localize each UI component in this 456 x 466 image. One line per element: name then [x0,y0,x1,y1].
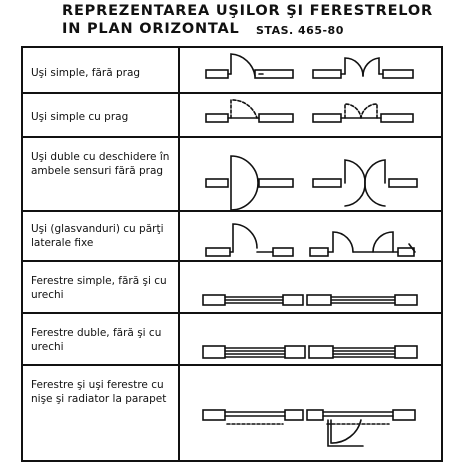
symbol-swing-door-double [313,160,417,206]
symbol-double-door-small [313,58,413,78]
symbol-door-threshold [206,100,293,122]
symbol-simple-window [203,295,303,305]
title-line-2: IN PLAN ORIZONTAL [62,21,240,37]
symbol-glazed-door [206,224,293,256]
symbol-swing-door-single [206,156,293,210]
symbol-double-window [203,346,305,358]
row-label-windows-niches: Ferestre şi uşi ferestre cu nişe şi radiator la parapet [31,379,167,405]
row-label-glazed-doors: Uşi (glasvanduri) cu părţi laterale fixe [31,223,164,249]
symbol-double-door-threshold [313,104,413,122]
row-label-simple-windows: Ferestre simple, fără şi cu urechi [31,275,167,301]
symbol-door-window-radiator [307,410,415,446]
row-label-simple-doors-threshold: Uşi simple cu prag [31,111,129,123]
row-label-simple-doors: Uşi simple, fără prag [31,67,141,79]
title-line-1: REPREZENTAREA UŞILOR ŞI FERESTRELOR [62,3,433,19]
symbol-window-niche [203,410,303,424]
symbol-drawings [23,48,441,460]
symbol-simple-window-ears [307,295,417,305]
symbol-double-window-ears [309,346,417,358]
standard-reference: STAS. 465-80 [256,24,344,37]
symbol-simple-door [206,54,293,78]
row-label-double-doors: Uşi duble cu deschidere în ambele sensuri fără prag [31,151,170,177]
row-label-double-windows: Ferestre duble, fără şi cu urechi [31,327,162,353]
symbol-table [21,46,443,462]
symbol-glazed-door-sides [310,232,415,256]
